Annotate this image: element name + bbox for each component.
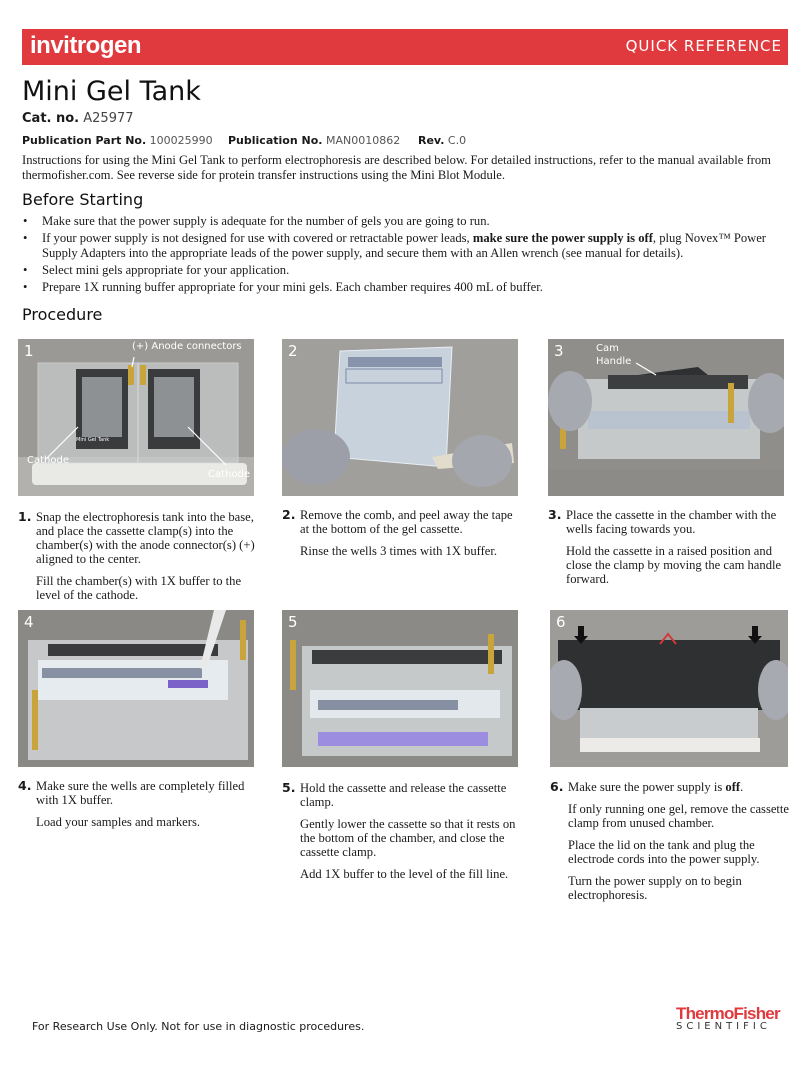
- step-2: 2. Remove the comb, and peel away the tape at the bottom of the gel cassette. Rinse the wells 3 times with 1X buffer.: [282, 507, 513, 558]
- anode-label: (+) Anode connectors: [132, 341, 242, 352]
- cat-value: A25977: [83, 111, 134, 126]
- step-5: 5. Hold the cassette and release the cassette clamp. Gently lower the cassette so that it rests on the bottom of the chamber, and close the cassette clamp. Add 1X buffer to the level of the fill line.: [282, 780, 516, 881]
- brand-logo: invitrogen: [30, 32, 142, 59]
- photo-number: 2: [288, 342, 298, 360]
- procedure-heading: Procedure: [22, 305, 103, 324]
- pub-no-label: Publication No.: [228, 134, 323, 147]
- loading-illustration: [18, 610, 254, 767]
- footer-disclaimer: For Research Use Only. Not for use in diagnostic procedures.: [32, 1020, 365, 1033]
- cassette-illustration: [282, 339, 518, 496]
- photo-step-3: [548, 339, 784, 496]
- list-item: • Select mini gels appropriate for your application.: [22, 263, 788, 278]
- photo-number: 5: [288, 613, 298, 631]
- header-banner: [22, 29, 788, 65]
- photo-number: 1: [24, 342, 34, 360]
- page-title: Mini Gel Tank: [22, 76, 201, 107]
- list-item: • Make sure that the power supply is adequate for the number of gels you are going to run.: [22, 214, 788, 229]
- catalog-number: [22, 111, 134, 126]
- quick-reference-badge: QUICK REFERENCE: [625, 37, 782, 55]
- step-1: 1. Snap the electrophoresis tank into the base, and place the cassette clamp(s) into the chamber(s) with the anode connector(s) (+) aligned to the center. Fill the chamber(s) with 1X buffer to the level of the cathode.: [18, 509, 255, 602]
- rev-value: C.0: [447, 134, 467, 147]
- cathode-left-label: Cathode: [27, 455, 69, 466]
- step-4: 4. Make sure the wells are completely filled with 1X buffer. Load your samples and markers.: [18, 778, 245, 829]
- list-item: • Prepare 1X running buffer appropriate for your mini gels. Each chamber requires 400 mL of buffer.: [22, 280, 788, 295]
- lid-illustration: [550, 610, 788, 767]
- photo-step-2: [282, 339, 518, 496]
- photo-number: 4: [24, 613, 34, 631]
- publication-number: [228, 134, 400, 147]
- cam-label: Cam: [596, 343, 619, 354]
- step-3: 3. Place the cassette in the chamber with the wells facing towards you. Hold the cassette in a raised position and close the clamp by moving the cam handle forward.: [548, 507, 782, 586]
- rev-label: Rev.: [418, 134, 445, 147]
- before-starting-heading: Before Starting: [22, 190, 144, 209]
- photo-step-1: [18, 339, 254, 496]
- photo-step-6: [550, 610, 788, 767]
- photo-number: 6: [556, 613, 566, 631]
- list-item: • If your power supply is not designed for use with covered or retractable power leads, make sure the power supply is off, plug Novex™ Power Supply Adapters into the appropriate leads of the power supply, and secure them with an Allen wrench (see manual for details).: [22, 231, 788, 261]
- photo-step-4: [18, 610, 254, 767]
- pub-part-value: 100025990: [149, 134, 213, 147]
- cassette-release-illustration: [282, 610, 518, 767]
- step-6: 6. Make sure the power supply is off. If only running one gel, remove the cassette clamp from unused chamber. Place the lid on the tank and plug the electrode cords into the power supply. Turn the power supply on to begin electrophoresis.: [550, 779, 790, 902]
- clamp-illustration: [548, 339, 784, 470]
- cathode-right-label: Cathode: [208, 469, 250, 480]
- tank-label-text: Mini Gel Tank: [76, 437, 110, 443]
- pub-no-value: MAN0010862: [325, 134, 401, 147]
- revision: [418, 134, 466, 147]
- intro-paragraph: Instructions for using the Mini Gel Tank to perform electrophoresis are described below. For detailed instructions, refer to the manual available from thermofisher.com. See reverse side for protein transfer instructions using the Mini Blot Module.: [22, 153, 771, 182]
- thermofisher-logo: ThermoFisher SCIENTIFIC: [676, 1004, 780, 1032]
- publication-part: [22, 134, 213, 147]
- photo-step-5: [282, 610, 518, 767]
- handle-label: Handle: [596, 356, 632, 367]
- before-starting-list: [22, 214, 788, 297]
- pub-part-label: Publication Part No.: [22, 134, 147, 147]
- cat-label: Cat. no.: [22, 111, 80, 126]
- photo-number: 3: [554, 342, 564, 360]
